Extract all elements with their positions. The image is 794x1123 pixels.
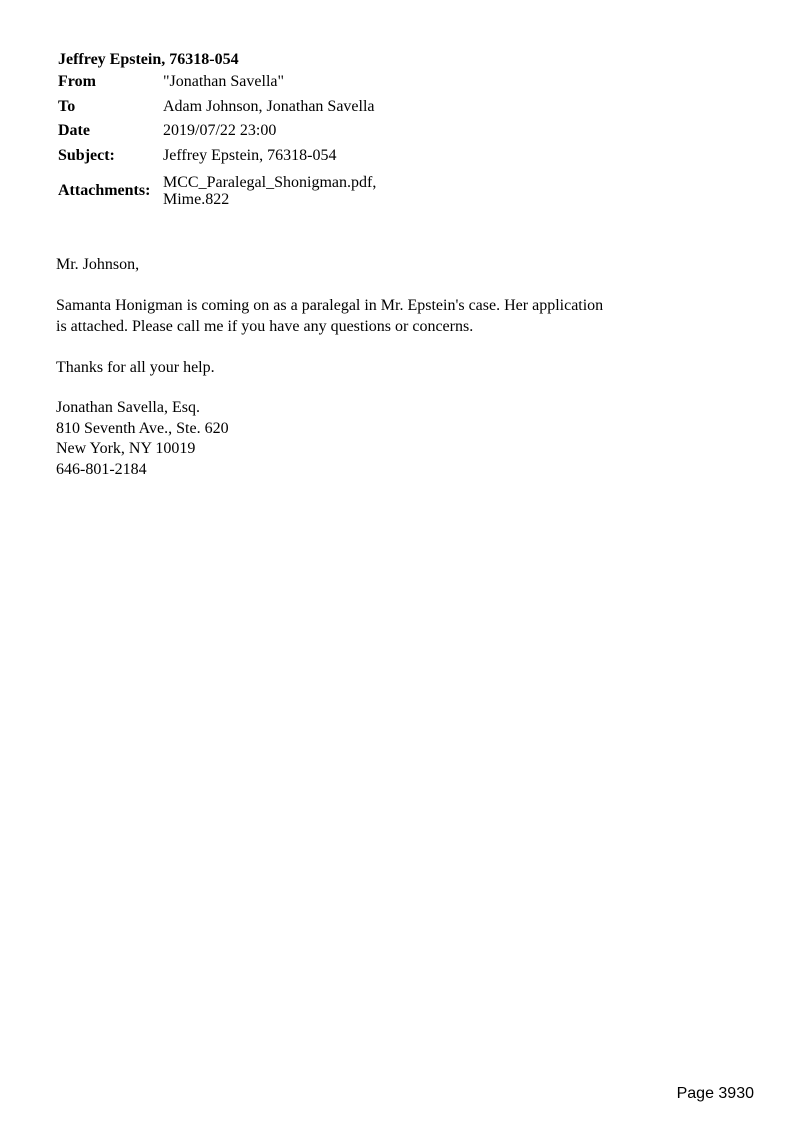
greeting: Mr. Johnson, xyxy=(56,256,140,273)
to-label: To xyxy=(58,97,76,115)
attachment-item: MCC_Paralegal_Shonigman.pdf, xyxy=(163,174,377,191)
date-label: Date xyxy=(58,122,90,140)
from-label: From xyxy=(58,73,96,91)
to-row xyxy=(58,95,376,120)
from-row xyxy=(58,70,376,95)
from-value: "Jonathan Savella" xyxy=(163,73,285,91)
attachments-value xyxy=(163,168,376,214)
date-value: 2019/07/22 23:00 xyxy=(163,122,277,140)
signature-name: Jonathan Savella, Esq. xyxy=(56,399,200,416)
email-body xyxy=(56,254,616,480)
body-paragraph: Thanks for all your help. xyxy=(56,359,215,376)
subject-value: Jeffrey Epstein, 76318-054 xyxy=(163,146,337,164)
signature-block xyxy=(56,398,616,480)
attachments-row xyxy=(58,168,376,214)
page-number: Page 3930 xyxy=(676,1085,754,1102)
to-value: Adam Johnson, Jonathan Savella xyxy=(163,97,375,115)
signature-address-line: 810 Seventh Ave., Ste. 620 xyxy=(56,419,229,437)
attachment-item: Mime.822 xyxy=(163,191,230,208)
body-paragraph: Samanta Honigman is coming on as a paralegal in Mr. Epstein's case. Her application is attached. Please call me if you have any questions or concerns. xyxy=(56,297,604,335)
email-meta-table xyxy=(58,70,376,214)
date-row xyxy=(58,119,376,144)
signature-phone: 646-801-2184 xyxy=(56,460,147,478)
email-title: Jeffrey Epstein, 76318-054 xyxy=(58,51,239,68)
email-header xyxy=(58,50,618,214)
subject-row xyxy=(58,144,376,169)
signature-city-line: New York, NY 10019 xyxy=(56,440,196,457)
attachments-label: Attachments: xyxy=(58,182,151,199)
subject-label: Subject: xyxy=(58,146,115,164)
